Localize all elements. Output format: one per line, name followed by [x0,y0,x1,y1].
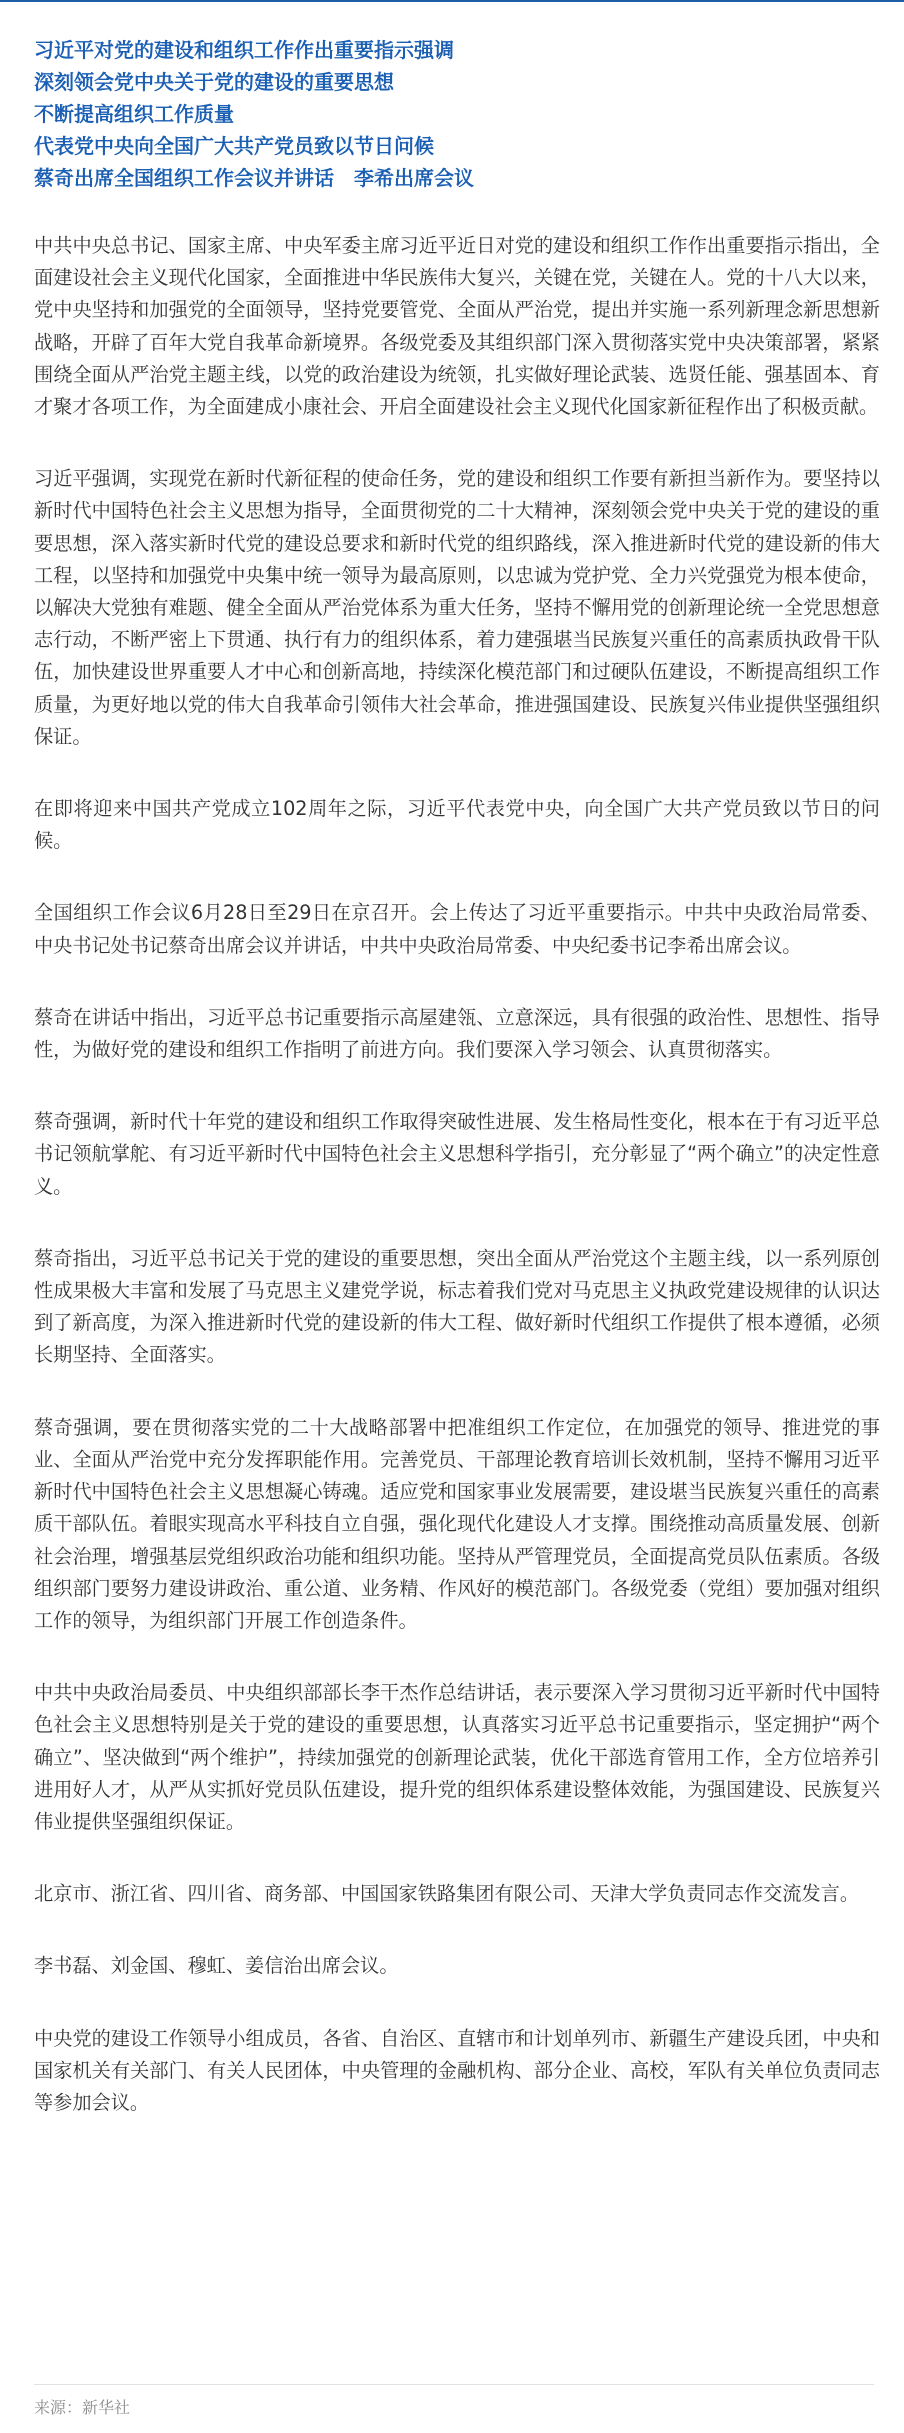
article-paragraph-4: 全国组织工作会议6月28日至29日在京召开。会上传达了习近平重要指示。中共中央政治局常委、中央书记处书记蔡奇出席会议并讲话，中共中央政治局常委、中央纪委书记李希出席会议。 [34,901,880,957]
article-paragraph-12: 中央党的建设工作领导小组成员，各省、自治区、直辖市和计划单列市、新疆生产建设兵团，中央和国家机关有关部门、有关人民团体，中央管理的金融机构、部分企业、高校，军队有关单位负责同志等参加会议。 [34,2026,880,2114]
article-paragraph-9: 中共中央政治局委员、中央组织部部长李干杰作总结讲话，表示要深入学习贯彻习近平新时代中国特色社会主义思想特别是关于党的建设的重要思想，认真落实习近平总书记重要指示，坚定拥护“两个确立”、坚决做到“两个维护”，持续加强党的创新理论武装，优化干部选育管用工作，全方位培养引进用好人才，从严从实抓好党员队伍建设，提升党的组织体系建设整体效能，为强国建设、民族复兴伟业提供坚强组织保证。 [34,1681,880,1833]
article-paragraph-7: 蔡奇指出，习近平总书记关于党的建设的重要思想，突出全面从严治党这个主题主线，以一系列原创性成果极大丰富和发展了马克思主义建党学说，标志着我们党对马克思主义执政党建设规律的认识达到了新高度，为深入推进新时代党的建设新的伟大工程、做好新时代组织工作提供了根本遵循，必须长期坚持、全面落实。 [34,1246,880,1367]
article-paragraph-8: 蔡奇强调，要在贯彻落实党的二十大战略部署中把准组织工作定位，在加强党的领导、推进党的事业、全面从严治党中充分发挥职能作用。完善党员、干部理论教育培训长效机制，坚持不懈用习近平新时代中国特色社会主义思想凝心铸魂。适应党和国家事业发展需要，建设堪当民族复兴重任的高素质干部队伍。着眼实现高水平科技自立自强，强化现代化建设人才支撑。围绕推动高质量发展、创新社会治理，增强基层党组织政治功能和组织功能。坚持从严管理党员，全面提高党员队伍素质。各级组织部门要努力建设讲政治、重公道、业务精、作风好的模范部门。各级党委（党组）要加强对组织工作的领导，为组织部门开展工作创造条件。 [34,1415,880,1632]
headline-line-3: 不断提高组织工作质量 [34,102,234,126]
article-paragraph-10: 北京市、浙江省、四川省、商务部、中国国家铁路集团有限公司、天津大学负责同志作交流发言。 [34,1882,860,1906]
top-rule [0,0,904,2]
headline-block [34,34,874,194]
headline-line-4: 代表党中央向全国广大共产党员致以节日问候 [34,134,434,158]
article-paragraph-11: 李书磊、刘金国、穆虹、姜信治出席会议。 [34,1954,399,1978]
headline-line-2: 深刻领会党中央关于党的建设的重要思想 [34,70,394,94]
source-label: 来源：新华社 [34,2398,131,2417]
headline-line-1: 习近平对党的建设和组织工作作出重要指示强调 [34,38,454,62]
article-paragraph-2: 习近平强调，实现党在新时代新征程的使命任务，党的建设和组织工作要有新担当新作为。要坚持以新时代中国特色社会主义思想为指导，全面贯彻党的二十大精神，深刻领会党中央关于党的建设的重要思想，深入落实新时代党的建设总要求和新时代党的组织路线，深入推进新时代党的建设新的伟大工程，以坚持和加强党中央集中统一领导为最高原则，以忠诚为党护党、全力兴党强党为根本使命，以解决大党独有难题、健全全面从严治党体系为重大任务，坚持不懈用党的创新理论统一全党思想意志行动，不断严密上下贯通、执行有力的组织体系，着力建强堪当民族复兴重任的高素质执政骨干队伍，加快建设世界重要人才中心和创新高地，持续深化模范部门和过硬队伍建设，不断提高组织工作质量，为更好地以党的伟大自我革命引领伟大社会革命，推进强国建设、民族复兴伟业提供坚强组织保证。 [34,467,880,748]
article-body [34,230,880,2159]
article-paragraph-5: 蔡奇在讲话中指出，习近平总书记重要指示高屋建瓴、立意深远，具有很强的政治性、思想性、指导性，为做好党的建设和组织工作指明了前进方向。我们要深入学习领会、认真贯彻落实。 [34,1005,880,1062]
article-paragraph-1: 中共中央总书记、国家主席、中央军委主席习近平近日对党的建设和组织工作作出重要指示指出，全面建设社会主义现代化国家，全面推进中华民族伟大复兴，关键在党，关键在人。党的十八大以来，党中央坚持和加强党的全面领导，坚持党要管党、全面从严治党，提出并实施一系列新理念新思想新战略，开辟了百年大党自我革命新境界。各级党委及其组织部门深入贯彻落实党中央决策部署，紧紧围绕全面从严治党主题主线，以党的政治建设为统领，扎实做好理论武装、选贤任能、强基固本、育才聚才各项工作，为全面建成小康社会、开启全面建设社会主义现代化国家新征程作出了积极贡献。 [34,234,880,419]
article-paragraph-6: 蔡奇强调，新时代十年党的建设和组织工作取得突破性进展、发生格局性变化，根本在于有习近平总书记领航掌舵、有习近平新时代中国特色社会主义思想科学指引，充分彰显了“两个确立”的决定性意义。 [34,1110,880,1198]
headline-line-5: 蔡奇出席全国组织工作会议并讲话 李希出席会议 [34,166,474,190]
source-footer [34,2384,874,2418]
article-paragraph-3: 在即将迎来中国共产党成立102周年之际，习近平代表党中央，向全国广大共产党员致以节日的问候。 [34,797,880,853]
